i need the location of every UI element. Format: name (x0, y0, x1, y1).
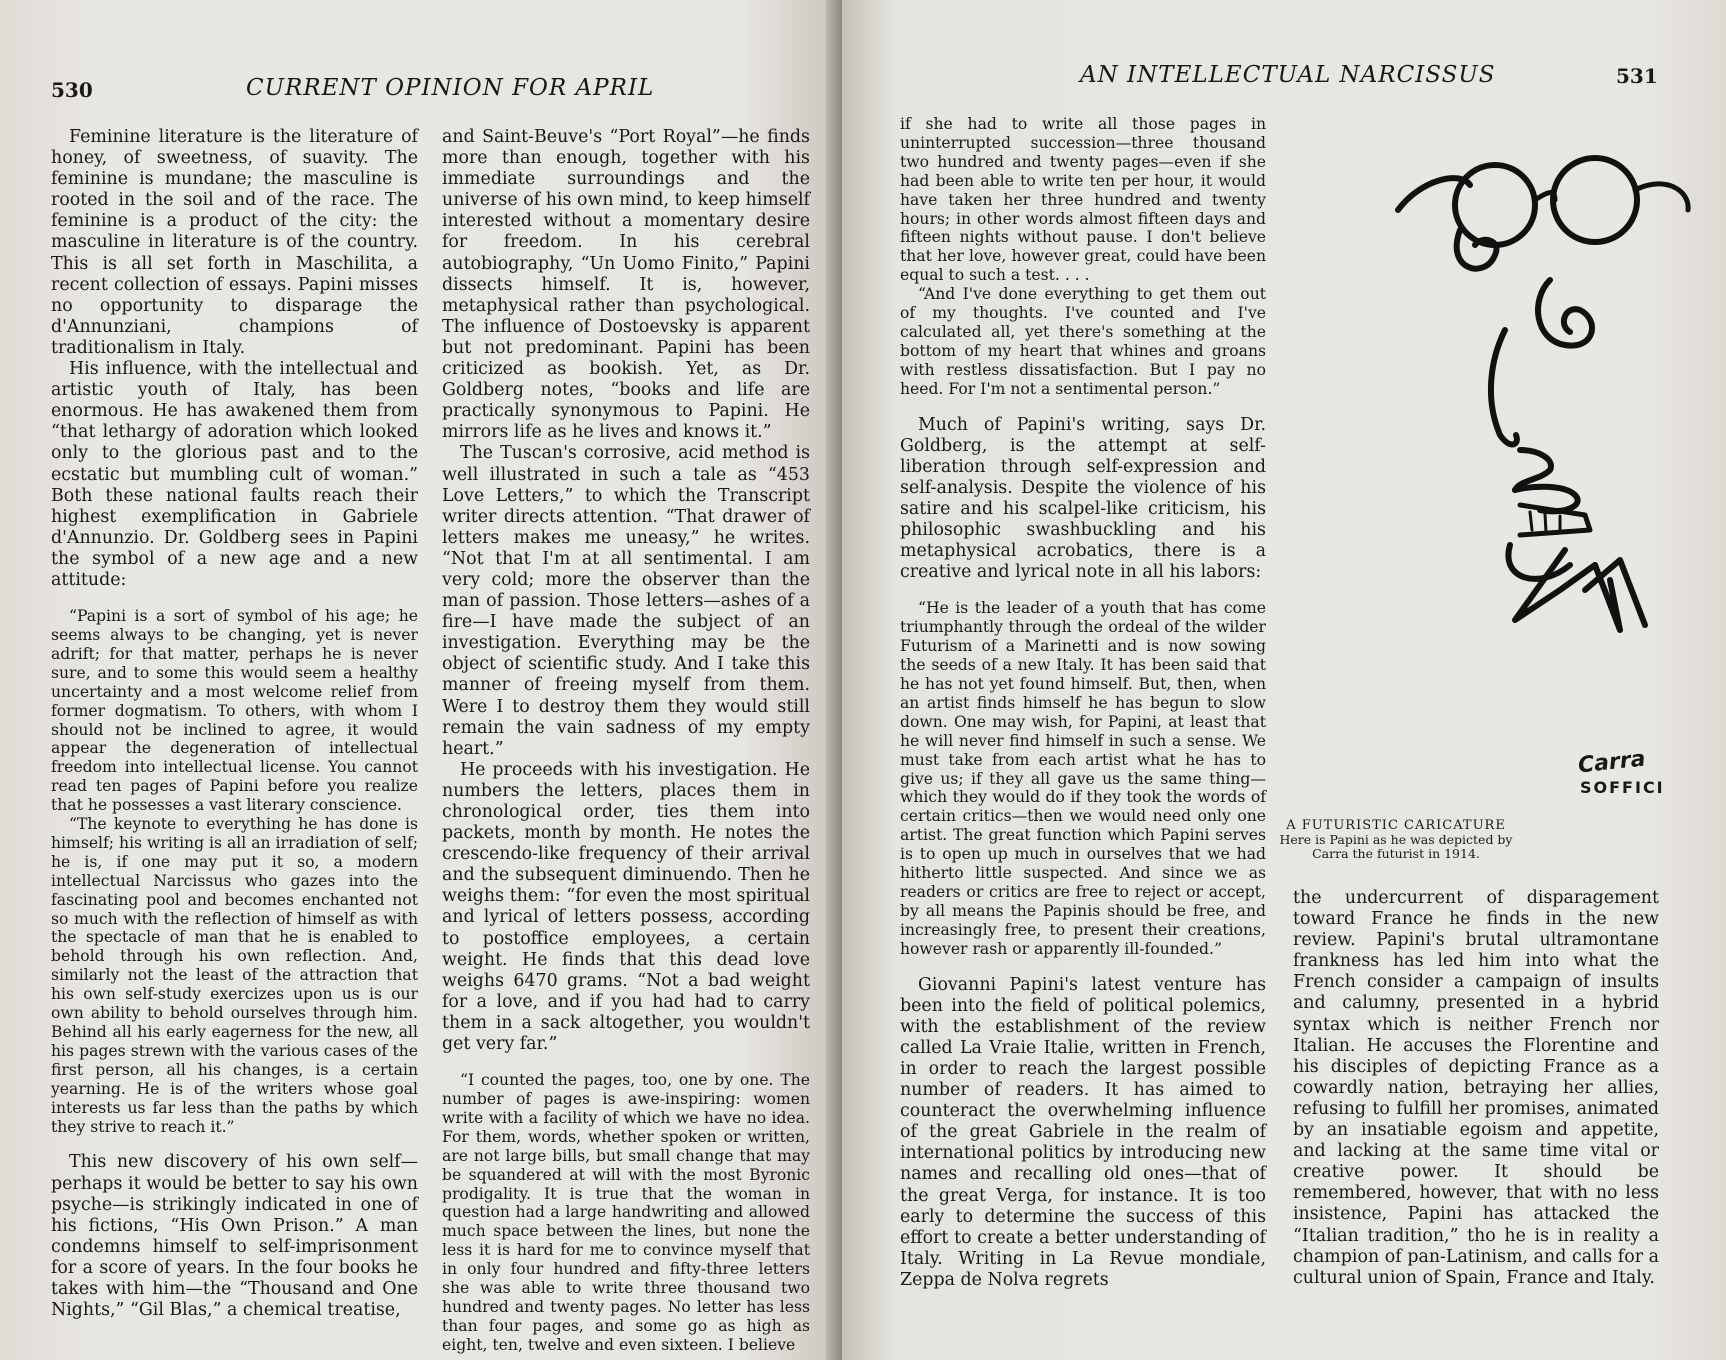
left-column-1 (51, 127, 418, 1321)
quoted-paragraph: “And I've done everything to get them out of my thoughts. I've counted and I've calculated all, yet there's something at the bottom of my heart that whines and groans with restless dissatisfaction. But I pay no heed. For I'm not a sentimental person.” (900, 285, 1266, 398)
body-paragraph: and Saint-Beuve's “Port Royal”—he finds more than enough, together with his immediate surroundings and the universe of his own mind, to keep himself interested without a momentary desire for freedom. In his cerebral autobiography, “Un Uomo Finito,” Papini dissects himself. It is, however, metaphysical rather than psychological. The influence of Dostoevsky is apparent but not predominant. Papini has been criticized as bookish. Yet, as Dr. Goldberg notes, “books and life are practically synonymous to Papini. He mirrors life as he lives and knows it.” (442, 127, 810, 443)
left-column-2 (442, 127, 810, 1355)
section-gap (51, 1136, 418, 1152)
right-column-2 (1293, 888, 1659, 1289)
section-gap (900, 959, 1266, 975)
signature-soffici: SOFFICI (1580, 778, 1665, 797)
caption-title: A FUTURISTIC CARICATURE (1286, 818, 1506, 833)
running-head-right: AN INTELLECTUAL NARCISSUS (1080, 62, 1496, 88)
body-paragraph: He proceeds with his investigation. He numbers the letters, places them in chronological order, ties them into packets, month by month. He notes the crescendo-like frequency of their arrival and the subsequent diminuendo. Then he weighs them: “for even the most spiritual and lyrical of letters possess, according to postoffice employees, a certain weight. He finds that this dead love weighs 6470 grams. “Not a bad weight for a love, and if you had had to carry them in a sack altogether, you wouldn't get very far.” (442, 759, 810, 1055)
body-paragraph: His influence, with the intellectual and artistic youth of Italy, has been enormous. He has awakened them from “that lethargy of adoration which looked only to the glorious past and to the ecstatic but mumbling cult of woman.” Both these national faults reach their highest exemplification in Gabriele d'Annunzio. Dr. Goldberg sees in Papini the symbol of a new age and a new attitude: (51, 359, 418, 590)
quoted-paragraph: “I counted the pages, too, one by one. The number of pages is awe-inspiring: women write with a facility of which we have no idea. For them, words, whether spoken or written, are not large bills, but small change that may be squandered at will with the most Byronic prodigality. It is true that the woman in question had a large handwriting and allowed much space between the lines, but none the less it is hard for me to convince myself that in only four hundred and fifty-three letters she was able to write three thousand two hundred and twenty pages. No letter has less than four pages, and some go as high as eight, ten, twelve and even sixteen. I believe (442, 1071, 810, 1354)
caption-text: Here is Papini as he was depicted by Carra the futurist in 1914. (1279, 832, 1513, 861)
section-gap (900, 399, 1266, 415)
quoted-paragraph: if she had to write all those pages in uninterrupted succession—three thousand two hundred and twenty pages—even if she had been able to write ten per hour, it would have taken her three hundred and twenty hours; in other words almost fifteen days and fifteen nights without pause. I don't believe that her love, however great, could have been equal to such a test. . . . (900, 115, 1266, 285)
body-paragraph: Feminine literature is the literature of honey, of sweetness, of suavity. The feminine is mundane; the masculine is rooted in the soil and of the race. The feminine is a product of the city: the masculine in literature is of the country. This is all set forth in Maschilita, a recent collection of essays. Papini misses no opportunity to disparage the d'Annunziani, champions of traditionalism in Italy. (51, 127, 418, 358)
caricature-drawing (1390, 150, 1720, 720)
body-paragraph: Giovanni Papini's latest venture has been into the field of political polemics, with the establishment of the review called La Vraie Italie, written in French, in order to reach the largest possible number of readers. It has aimed to counteract the overwhelming influence of the great Gabriele in the realm of international politics by introducing new names and recalling old ones—that of the great Verga, for instance. It is too early to determine the success of this effort to create a better understanding of Italy. Writing in La Revue mondiale, Zeppa de Nolva regrets (900, 974, 1266, 1290)
body-paragraph: Much of Papini's writing, says Dr. Goldberg, is the attempt at self-liberation through self-expression and self-analysis. Despite the violence of his satire and his scalpel-like criticism, his philosophic swashbuckling and his metaphysical acrobatics, there is a creative and lyrical note in all his labors: (900, 414, 1266, 583)
running-head-left: CURRENT OPINION FOR APRIL (246, 75, 655, 101)
right-page (842, 0, 1726, 1360)
body-paragraph: The Tuscan's corrosive, acid method is well illustrated in such a tale as “453 Love Letters,” to which the Transcript writer directs attention. “That drawer of letters makes me uneasy,” he writes. “Not that I'm at all sentimental. I am very cold; more the observer than the man of passion. Those letters—ashes of a fire—I have made the subject of an investigation. Everything may be the object of scientific study. And I take this manner of freeing myself from them. Were I to destroy them they would still remain the vain sadness of my empty heart.” (442, 443, 810, 759)
body-paragraph: This new discovery of his own self—perhaps it would be better to say his own psyche—is strikingly indicated in one of his fictions, “His Own Prison.” A man condemns himself to self-imprisonment for a score of years. In the four books he takes with him—the “Thousand and One Nights,” “Gil Blas,” a chemical treatise, (51, 1152, 418, 1321)
page-number-left: 530 (51, 78, 93, 102)
right-column-1 (900, 115, 1266, 1291)
left-page (0, 0, 842, 1360)
quoted-paragraph: “Papini is a sort of symbol of his age; he seems always to be changing, yet is never adrift; for that matter, perhaps he is never sure, and to some this would seem a healthy uncertainty and a most welcome relief from former dogmatism. To others, with whom I should not be inclined to agree, it would appear the degeneration of intellectual freedom into intellectual license. You cannot read ten pages of Papini before you realize that he possesses a vast literary conscience. (51, 607, 418, 815)
section-gap (442, 1055, 810, 1071)
section-gap (900, 583, 1266, 599)
signature-carra: Carra (1576, 746, 1647, 779)
page-number-right: 531 (1616, 64, 1658, 88)
quoted-paragraph: “The keynote to everything he has done is himself; his writing is all an irradiation of self; he is, if one may put it so, a modern intellectual Narcissus who gazes into the fascinating pool and becomes enchanted not so much with the reflection of himself as with the spectacle of man that he is enabled to behold through his own reflection. And, similarly not the least of the attraction that his own self-study exercizes upon us is our own ability to behold ourselves through him. Behind all his early eagerness for the new, all his pages strewn with the various cases of the first person, all his changes, is a certain yearning. He is of the writers whose goal interests us far less than the paths by which they strive to reach it.” (51, 815, 418, 1136)
quoted-paragraph: “He is the leader of a youth that has come triumphantly through the ordeal of the wilder Futurism of a Marinetti and is now sowing the seeds of a new Italy. It has been said that he has not yet found himself. But, then, when an artist finds himself he has begun to slow down. One may wish, for Papini, at least that he will never find himself in such a sense. We must take from each artist what he has to give us; if they all gave us the same thing—which they would do if they took the words of certain critics—then we would need only one artist. The great function which Papini serves is to open up much in ourselves that we had hitherto little suspected. And since we as readers or critics are free to reject or accept, by all means the Papinis should be free, and increasingly free, to present their creations, however rash or apparently ill-founded.” (900, 599, 1266, 958)
body-paragraph: the undercurrent of disparagement toward France he finds in the new review. Papini's brutal ultramontane frankness has led him into what the French consider a campaign of insults and calumny, presented in a hybrid syntax which is neither French nor Italian. He accuses the Florentine and his disciples of depicting France as a cowardly nation, betraying her allies, refusing to fulfill her promises, animated by an insatiable egoism and appetite, and lacking at the same time vital or creative power. It should be remembered, however, that with no less insistence, Papini has attacked the “Italian tradition,” tho he is in reality a champion of pan-Latinism, and calls for a cultural union of Spain, France and Italy. (1293, 888, 1659, 1288)
section-gap (51, 591, 418, 607)
figure-caption (1278, 818, 1514, 861)
